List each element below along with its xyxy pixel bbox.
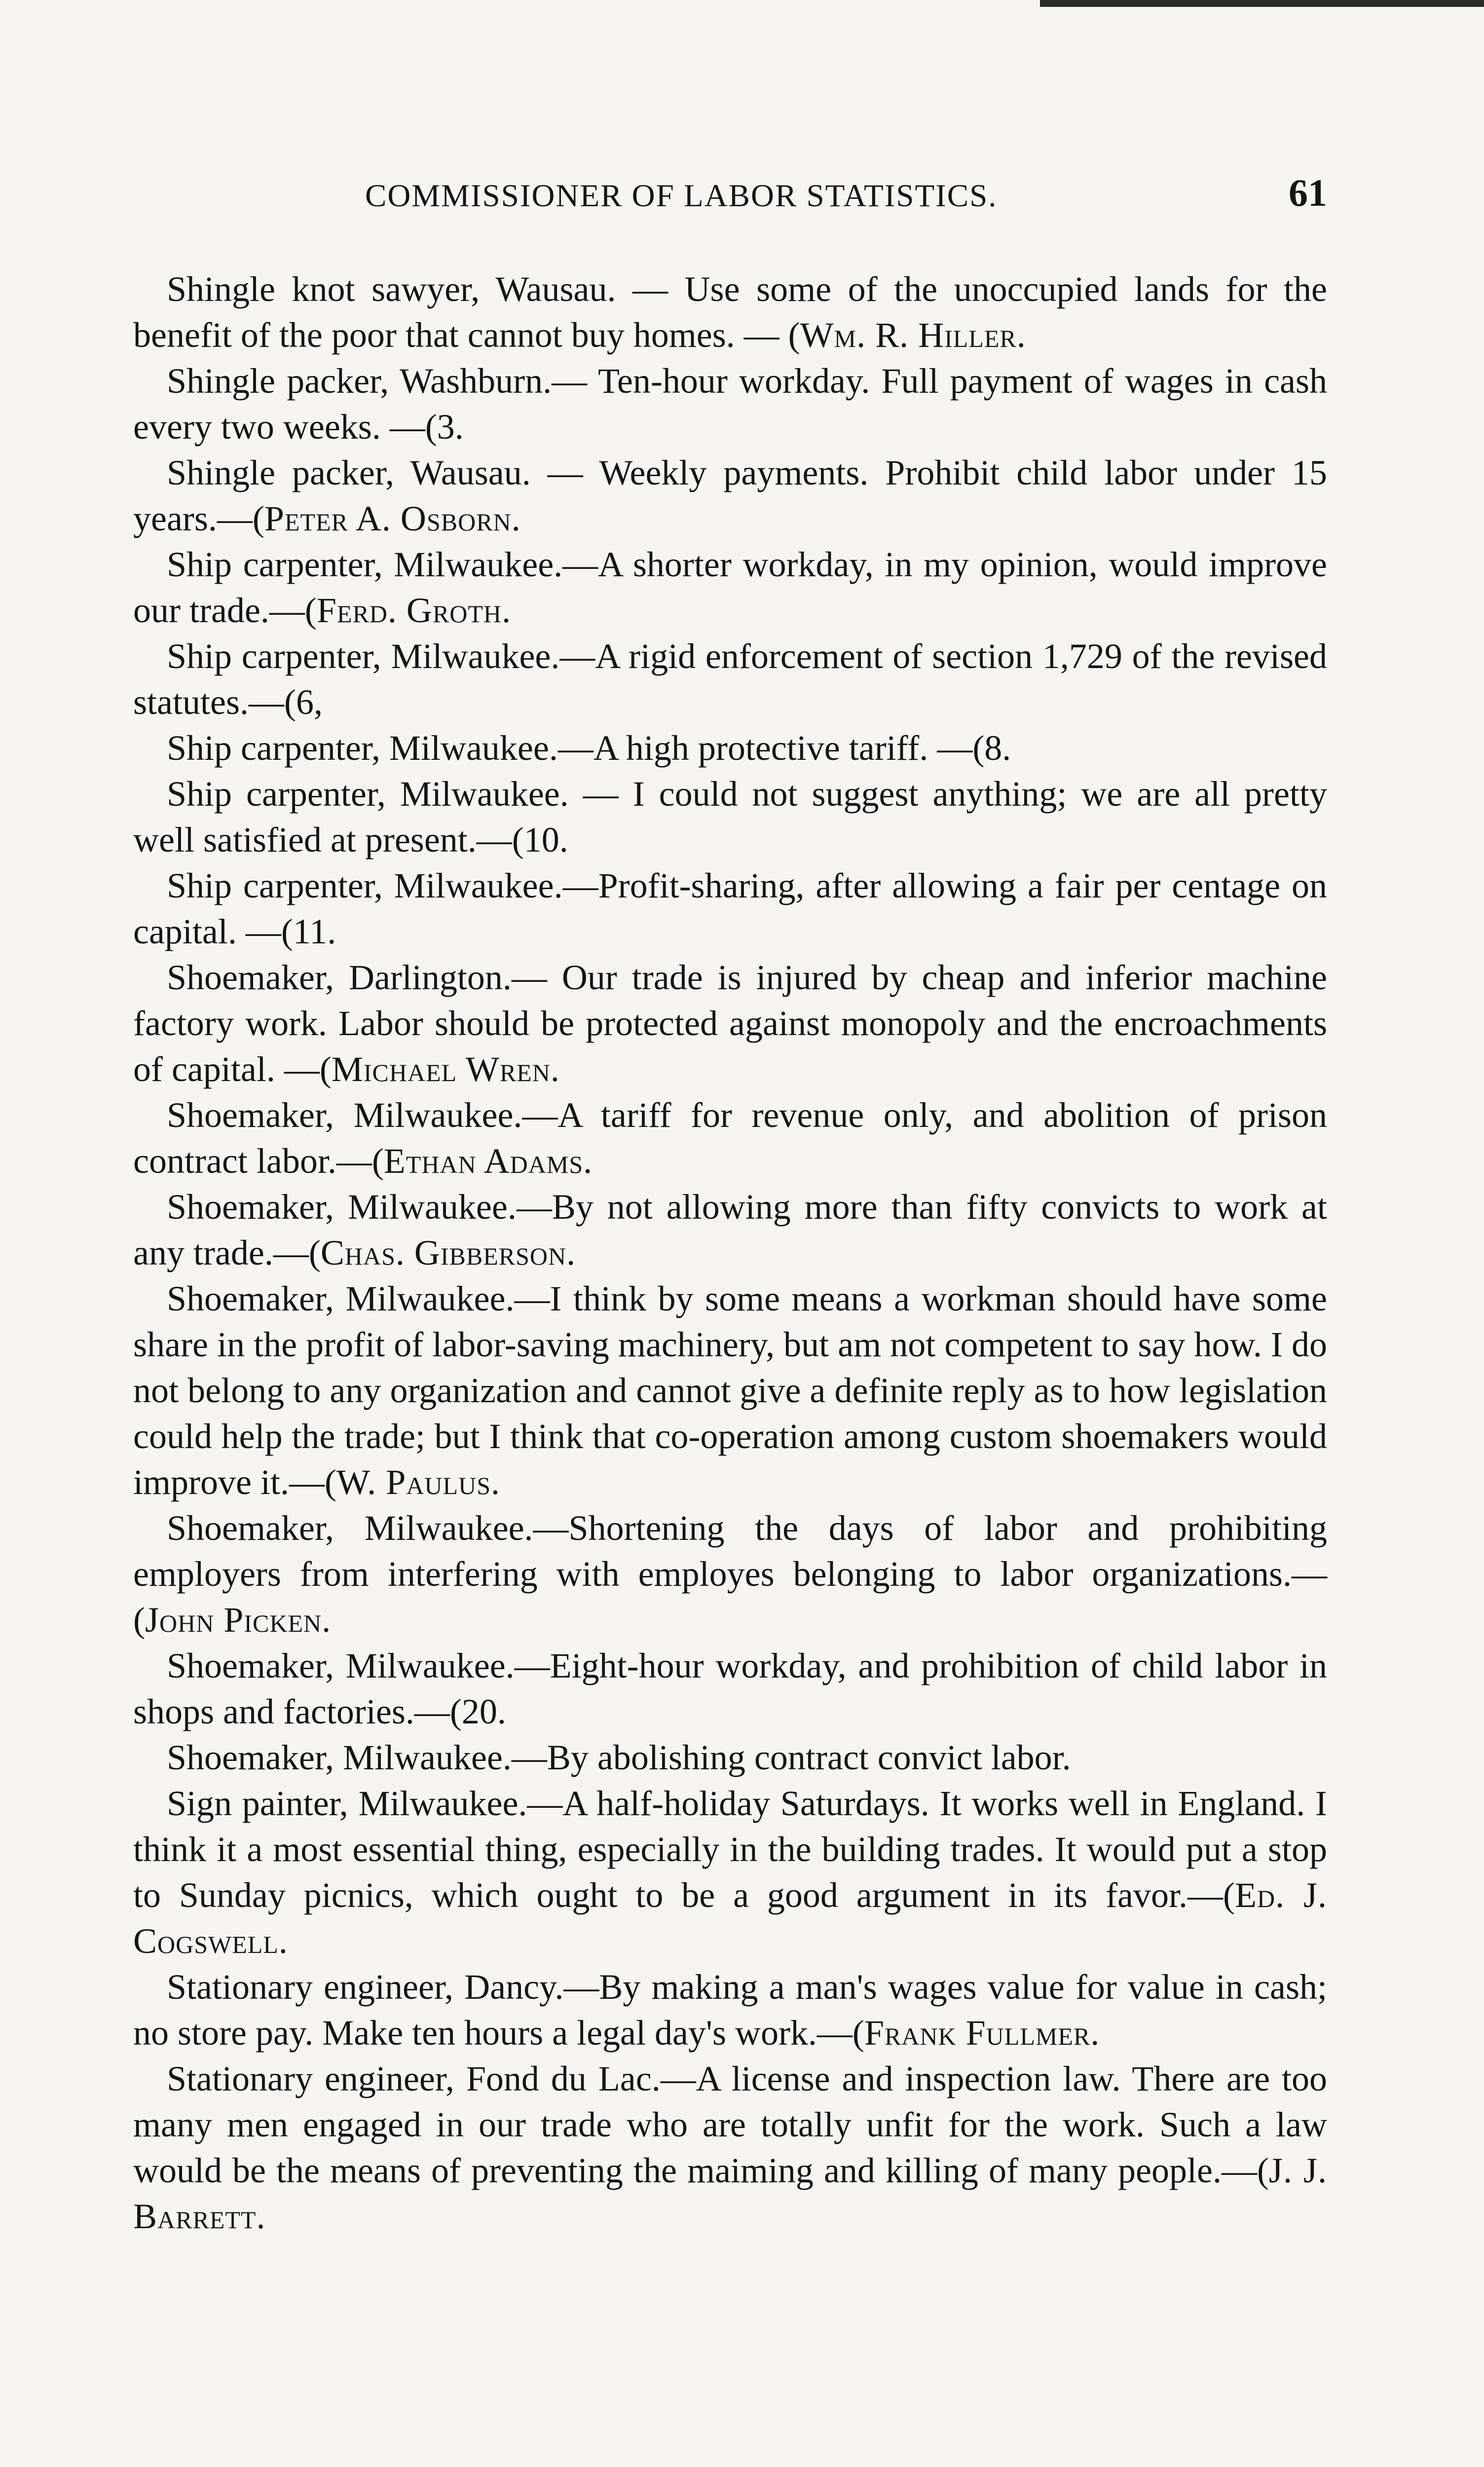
entry-ship-carpenter-2 <box>133 634 1327 725</box>
top-edge-rule <box>1040 0 1484 7</box>
entry-shoemaker-milwaukee-2 <box>133 1184 1327 1276</box>
entry-ship-carpenter-3 <box>133 725 1327 771</box>
entry-stationary-engineer-fond-du-lac <box>133 2056 1327 2240</box>
entry-shoemaker-milwaukee-1 <box>133 1092 1327 1184</box>
entry-ship-carpenter-5 <box>133 863 1327 955</box>
entry-author: Wm. R. Hiller. <box>800 315 1026 355</box>
entry-text: Stationary engineer, Fond du Lac.—A license and inspection law. There are too many men engaged in our trade who are totally unfit for the work. Such a law would be the means of preventing the maiming and killing of many people.—( <box>133 2059 1327 2190</box>
entry-author: Peter A. Osborn. <box>264 499 521 538</box>
entry-text: Shoemaker, Milwaukee.—Eight-hour workday, and prohibition of child labor in shops and factories.—(20. <box>133 1646 1327 1731</box>
entries-list <box>133 266 1327 2240</box>
entry-shingle-packer-washburn <box>133 358 1327 450</box>
entry-author: John Picken. <box>145 1600 332 1640</box>
entry-ship-carpenter-1 <box>133 542 1327 634</box>
entry-author: Ferd. Groth. <box>316 591 512 630</box>
entry-text: Stationary engineer, Dancy.—By making a man's wages value for value in cash; no store pay. Make ten hours a legal day's work.—( <box>133 1967 1327 2053</box>
entry-author: Chas. Gibberson. <box>320 1233 576 1272</box>
entry-author: Frank Fullmer. <box>864 2013 1100 2053</box>
entry-text: Shoemaker, Milwaukee.—By not allowing more than fifty convicts to work at any trade.—( <box>133 1187 1327 1272</box>
entry-shoemaker-milwaukee-4 <box>133 1505 1327 1643</box>
entry-text: Ship carpenter, Milwaukee.—A rigid enforcement of section 1,729 of the revised statutes.—(6, <box>133 636 1327 722</box>
entry-sign-painter-milwaukee <box>133 1781 1327 1964</box>
entry-author: Ed. J. Cogswell. <box>133 1875 1327 1961</box>
entry-text: Shingle packer, Wausau. — Weekly payments. Prohibit child labor under 15 years.—( <box>133 453 1327 538</box>
entry-text: Shoemaker, Darlington.— Our trade is injured by cheap and inferior machine factory work. Labor should be protected against monopoly and the encroachments of capital. —( <box>133 958 1327 1089</box>
entry-shoemaker-milwaukee-5 <box>133 1643 1327 1735</box>
entry-text: Ship carpenter, Milwaukee.—Profit-sharing, after allowing a fair per centage on capital. —(11. <box>133 866 1327 951</box>
entry-text: Ship carpenter, Milwaukee. — I could not suggest anything; we are all pretty well satisfied at present.—(10. <box>133 774 1327 860</box>
entry-shoemaker-milwaukee-6 <box>133 1735 1327 1781</box>
entry-text: Sign painter, Milwaukee.—A half-holiday Saturdays. It works well in England. I think it a most essential thing, especially in the building trades. It would put a stop to Sunday picnics, which ought to be a good argument in its favor.—( <box>133 1784 1327 1915</box>
entry-text: Shingle packer, Washburn.— Ten-hour workday. Full payment of wages in cash every two weeks. —(3. <box>133 361 1327 447</box>
entry-shingle-packer-wausau <box>133 450 1327 542</box>
entry-text: Shoemaker, Milwaukee.—Shortening the days of labor and prohibiting employers from interfering with employes belonging to labor organizations.—( <box>133 1508 1327 1640</box>
page-number: 61 <box>1289 171 1327 214</box>
entry-text: Ship carpenter, Milwaukee.—A high protective tariff. —(8. <box>167 728 1011 768</box>
entry-stationary-engineer-dancy <box>133 1964 1327 2056</box>
entry-ship-carpenter-4 <box>133 771 1327 863</box>
entry-text: Shoemaker, Milwaukee.—I think by some means a workman should have some share in the profit of labor-saving machinery, but am not competent to say how. I do not belong to any organization and cannot give a definite reply as to how legislation could help the trade; but I think that co-operation among custom shoemakers would improve it.—( <box>133 1279 1327 1502</box>
entry-author: Michael Wren. <box>331 1049 560 1089</box>
running-title: COMMISSIONER OF LABOR STATISTICS. <box>365 178 998 214</box>
entry-text: Shingle knot sawyer, Wausau. — Use some of the unoccupied lands for the benefit of the poor that cannot buy homes. — ( <box>133 269 1327 355</box>
entry-author: J. J. Barrett. <box>133 2151 1327 2236</box>
entry-shingle-knot-sawyer-wausau <box>133 266 1327 358</box>
entry-text: Ship carpenter, Milwaukee.—A shorter workday, in my opinion, would improve our trade.—( <box>133 545 1327 630</box>
entry-text: Shoemaker, Milwaukee.—By abolishing contract convict labor. <box>167 1738 1071 1777</box>
entry-author: Ethan Adams. <box>383 1141 593 1181</box>
entry-shoemaker-darlington <box>133 955 1327 1092</box>
entry-author: W. Paulus. <box>336 1462 501 1502</box>
entry-shoemaker-milwaukee-3 <box>133 1276 1327 1505</box>
page-header <box>133 171 1327 218</box>
entry-text: Shoemaker, Milwaukee.—A tariff for revenue only, and abolition of prison contract labor.—( <box>133 1095 1327 1181</box>
